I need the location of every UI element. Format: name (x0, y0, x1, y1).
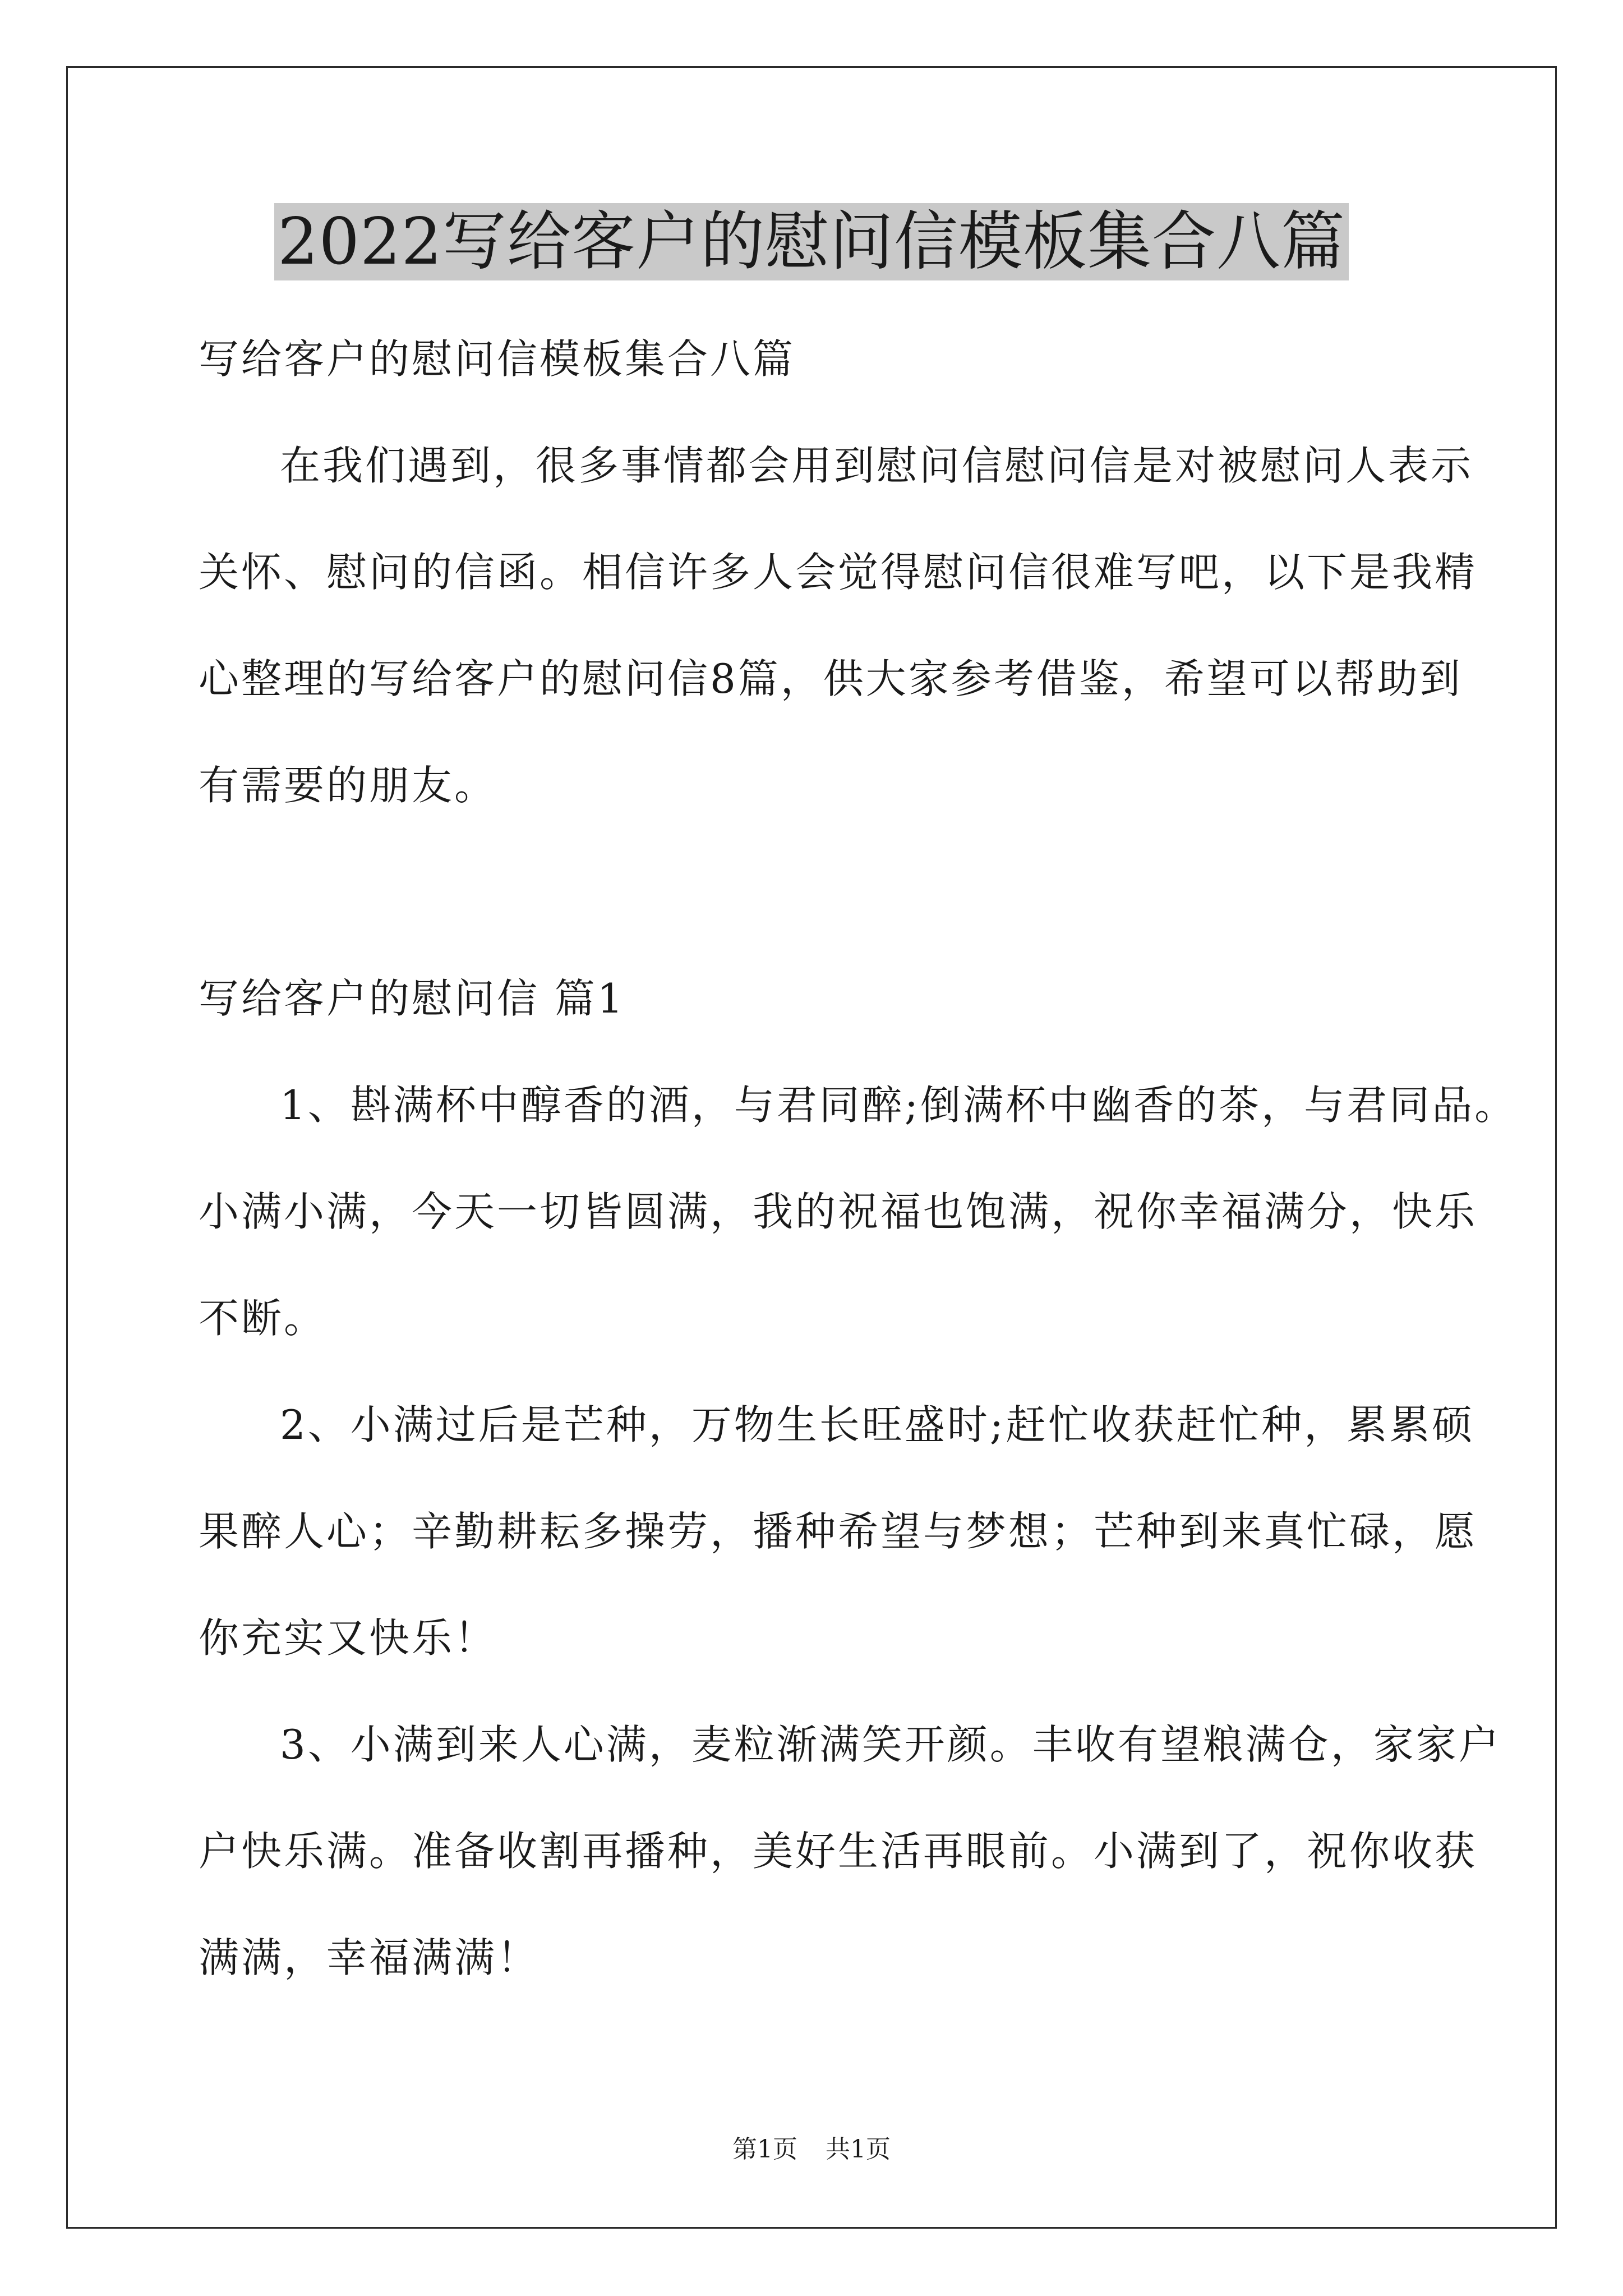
section-heading: 写给客户的慰问信 篇1 (199, 975, 625, 1022)
title-wrap (0, 203, 1623, 280)
item-paragraph-3 (199, 1691, 1501, 2011)
item-line: 果醉人心；辛勤耕耘多操劳，播种希望与梦想；芒种到来真忙碌，愿 (199, 1508, 1478, 1555)
item-line: 3、小满到来人心满，麦粒渐满笑开颜。丰收有望粮满仓，家家户 (280, 1721, 1501, 1768)
item-paragraph-2 (199, 1372, 1478, 1691)
paragraph-spacer (199, 839, 1432, 945)
page-footer (0, 2133, 1623, 2166)
intro-paragraph (199, 412, 1478, 839)
page-number: 第1页 (732, 2135, 797, 2164)
item-line: 小满小满，今天一切皆圆满，我的祝福也饱满，祝你幸福满分，快乐 (199, 1188, 1478, 1235)
document-body (199, 306, 1518, 2011)
item-line: 你充实又快乐！ (199, 1614, 497, 1662)
item-line: 1、斟满杯中醇香的酒，与君同醉;倒满杯中幽香的茶，与君同品。 (280, 1082, 1518, 1129)
intro-line: 有需要的朋友。 (199, 762, 497, 809)
item-paragraph-1 (199, 1052, 1518, 1372)
item-line: 户快乐满。准备收割再播种，美好生活再眼前。小满到了，祝你收获 (199, 1828, 1478, 1875)
document-subtitle: 写给客户的慰问信模板集合八篇 (199, 335, 796, 383)
item-line: 满满，幸福满满！ (199, 1934, 540, 1981)
page-total: 共1页 (826, 2135, 891, 2164)
item-line: 2、小满过后是芒种，万物生长旺盛时;赶忙收获赶忙种，累累硕 (280, 1401, 1475, 1448)
intro-line: 关怀、慰问的信函。相信许多人会觉得慰问信很难写吧，以下是我精 (199, 549, 1478, 596)
intro-line: 心整理的写给客户的慰问信8篇，供大家参考借鉴，希望可以帮助到 (199, 655, 1463, 702)
item-line: 不断。 (199, 1295, 327, 1342)
document-title: 2022写给客户的慰问信模板集合八篇 (274, 203, 1349, 280)
intro-line: 在我们遇到，很多事情都会用到慰问信慰问信是对被慰问人表示 (280, 442, 1474, 489)
